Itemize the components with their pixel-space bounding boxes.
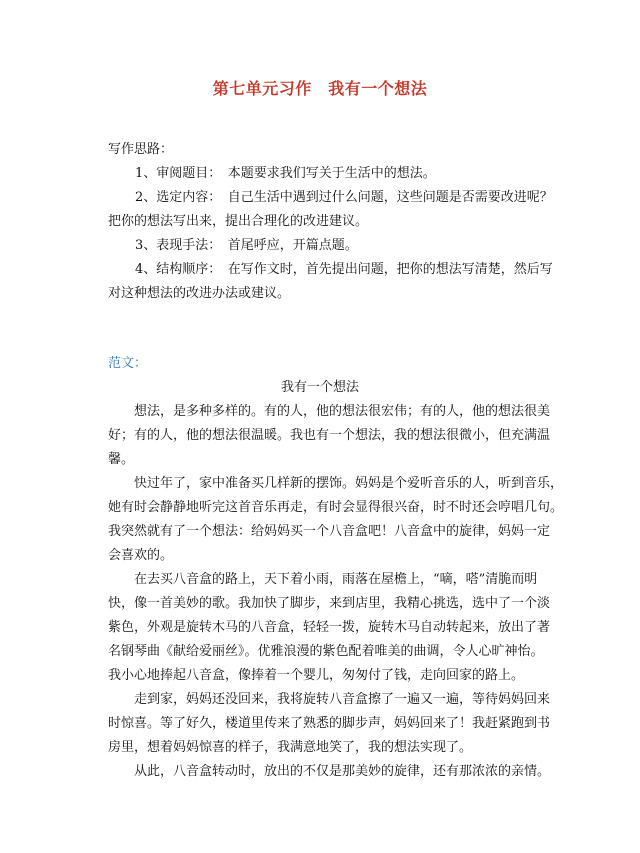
outline-item-4: 4、结构顺序： 在写作文时，首先提出问题，把你的想法写清楚，然后写 <box>135 262 553 277</box>
essay-p4-line1: 走到家，妈妈还没回来，我将旋转八音盒擦了一遍又一遍，等待妈妈回来 <box>134 692 551 707</box>
outline-item-2: 2、选定内容： 自己生活中遇到过什么问题，这些问题是否需要改进呢？ <box>135 190 553 205</box>
writing-ideas-label: 写作思路： <box>108 142 174 157</box>
essay-p3-line4: 名钢琴曲《献给爱丽丝》。优雅浪漫的紫色配着唯美的曲调，令人心旷神怡。 <box>108 644 544 659</box>
essay-p2-line1: 快过年了，家中准备买几样新的摆饰。妈妈是个爱听音乐的人，听到音乐， <box>134 476 564 491</box>
outline-item-4-cont: 对这种想法的改进办法或建议。 <box>108 286 291 301</box>
essay-title: 我有一个想法 <box>280 380 359 395</box>
essay-p3-line1: 在去买八音盒的路上，天下着小雨，雨落在屋檐上，“嘀，嗒”清脆而明 <box>134 572 538 587</box>
essay-p1-line1: 想法，是多种多样的。有的人，他的想法很宏伟；有的人，他的想法很美 <box>134 404 551 419</box>
outline-item-2-cont: 把你的想法写出来，提出合理化的改进建议。 <box>108 214 369 229</box>
page-title: 第七单元习作 我有一个想法 <box>212 79 428 98</box>
essay-p4-line3: 房里，想着妈妈惊喜的样子，我满意地笑了，我的想法实现了。 <box>108 740 473 755</box>
essay-p1-line3: 馨。 <box>108 452 135 467</box>
essay-p1-line2: 好；有的人，他的想法很温暖。我也有一个想法，我的想法很微小，但充满温 <box>108 428 551 443</box>
sample-label: 范文： <box>108 356 148 371</box>
essay-p3-line3: 紫色，外观是旋转木马的八音盒，轻轻一拨，旋转木马自动转起来，放出了著 <box>108 620 551 635</box>
essay-p3-line5: 我小心地捧起八音盒，像捧着一个婴儿，匆匆付了钱，走向回家的路上。 <box>108 668 525 683</box>
outline-item-3: 3、表现手法： 首尾呼应，开篇点题。 <box>135 238 358 253</box>
essay-p3-line2: 快，像一首美妙的歌。我加快了脚步，来到店里，我精心挑选，选中了一个淡 <box>108 596 551 611</box>
essay-p5-line1: 从此，八音盒转动时，放出的不仅是那美妙的旋律，还有那浓浓的亲情。 <box>134 764 551 779</box>
essay-p2-line2: 她有时会静静地听完这首音乐再走，有时会显得很兴奋，时不时还会哼唱几句。 <box>108 500 564 515</box>
essay-p2-line4: 会喜欢的。 <box>108 548 174 563</box>
essay-p2-line3: 我突然就有了一个想法：给妈妈买一个八音盒吧！八音盒中的旋律，妈妈一定 <box>108 524 551 539</box>
outline-item-1: 1、审阅题目： 本题要求我们写关于生活中的想法。 <box>135 166 436 181</box>
essay-p4-line2: 时惊喜。等了好久，楼道里传来了熟悉的脚步声，妈妈回来了！我赶紧跑到书 <box>108 716 551 731</box>
